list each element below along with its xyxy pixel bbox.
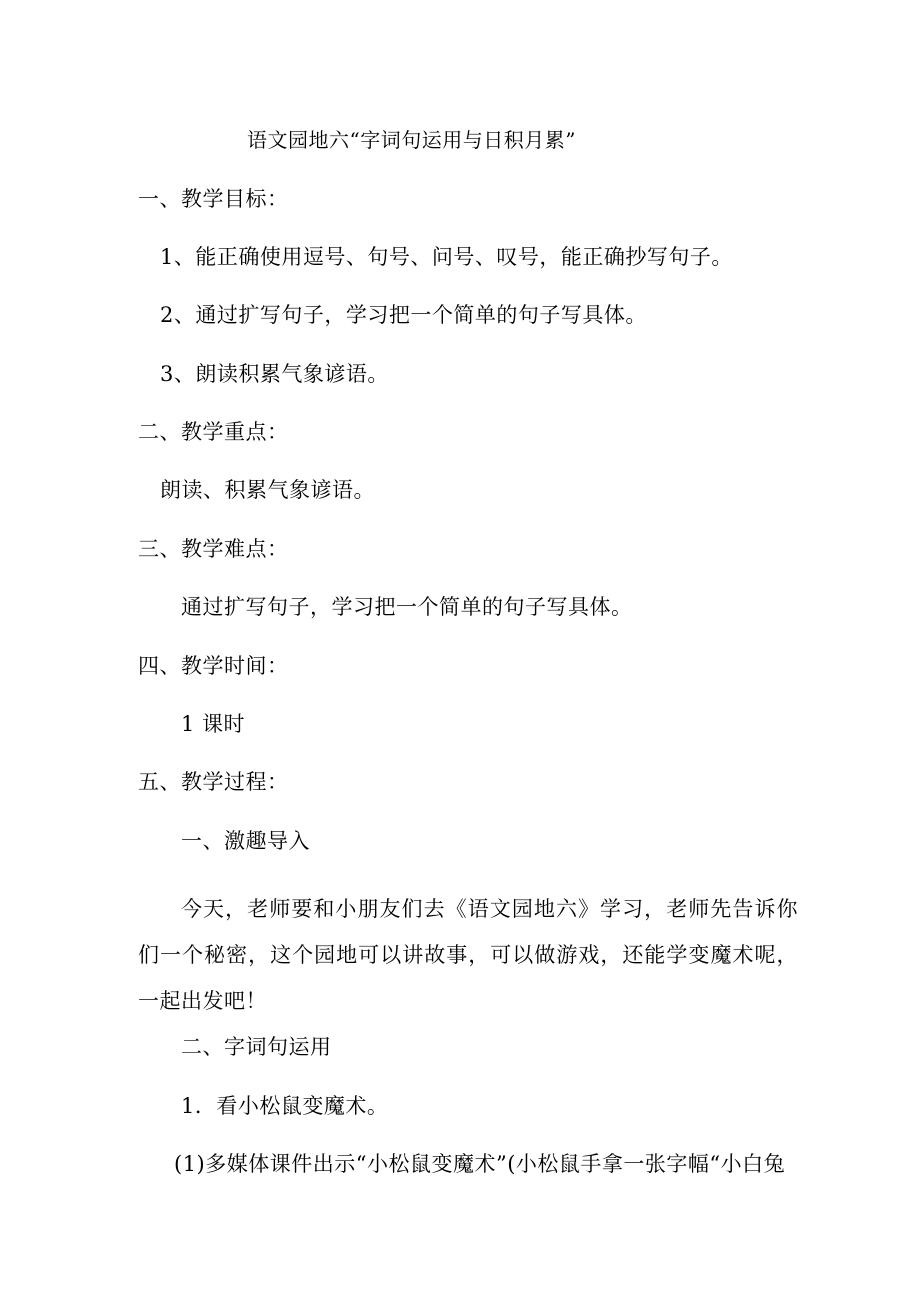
process-heading: 五、教学过程：: [138, 770, 289, 794]
goal-item-2: 2、通过扩写句子，学习把一个简单的句子写具体。: [160, 303, 647, 327]
difficulty-heading: 三、教学难点：: [138, 537, 289, 561]
goal-item-3: 3、朗读积累气象谚语。: [160, 362, 389, 386]
goals-heading: 一、教学目标：: [138, 187, 289, 211]
document-title: 语文园地六“字词句运用与日积月累”: [247, 128, 576, 152]
key-points-heading: 二、教学重点：: [138, 420, 289, 444]
step-1-heading: 一、激趣导入: [181, 829, 310, 853]
difficulty-text: 通过扩写句子，学习把一个简单的句子写具体。: [181, 595, 633, 619]
goal-item-1: 1、能正确使用逗号、句号、问号、叹号，能正确抄写句子。: [160, 245, 733, 269]
key-points-text: 朗读、积累气象谚语。: [160, 478, 375, 502]
time-text: 1 课时: [181, 712, 246, 736]
step-2-item-1-sub: (1)多媒体课件出示“小松鼠变魔术”(小松鼠手拿一张字幅“小白兔: [174, 1152, 786, 1176]
step-2-heading: 二、字词句运用: [181, 1035, 332, 1059]
step-1-paragraph: 今天，老师要和小朋友们去《语文园地六》学习，老师先告诉你们一个秘密，这个园地可以讲故事，可以做游戏，还能学变魔术呢，一起出发吧！: [138, 897, 798, 1013]
time-heading: 四、教学时间：: [138, 654, 289, 678]
step-2-item-1: 1．看小松鼠变魔术。: [181, 1094, 389, 1118]
